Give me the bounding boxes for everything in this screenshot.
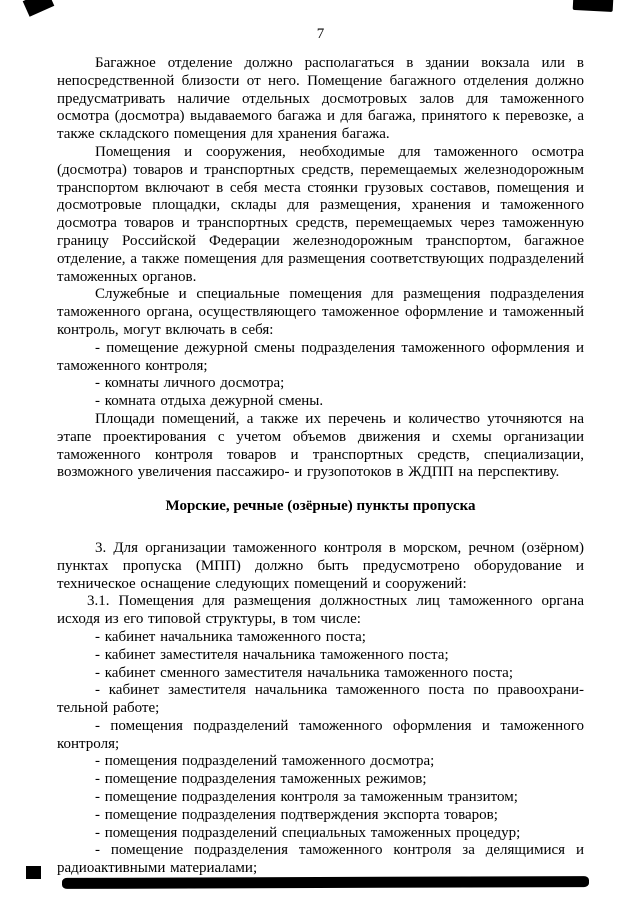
- list-item-chief-office: - кабинет начальника таможенного поста;: [95, 628, 366, 645]
- paragraph-areas-clarified: Площади помещений, а также их перечень и количество уточняются на этапе проектирования с учетом объемов движения и схемы организации таможенного контроля товаров и транспортных средств, специализации, возможного увеличения пассажиро- и грузопотоков в ЖДПП на перспективу.: [57, 410, 584, 481]
- document-page: [57, 26, 584, 878]
- list-item-special-procedures-premises: - помещения подразделений специальных таможенных процедур;: [95, 824, 521, 841]
- list-item-deputy-chief-office: - кабинет заместителя начальника таможенного поста;: [95, 646, 449, 663]
- list-item-clearance-control-premises: - помещения подразделений таможенного оформления и таможенного контроля;: [57, 717, 584, 752]
- list-item-inspection-premises: - помещения подразделений таможенного досмотра;: [95, 753, 435, 770]
- list-item-personal-search-rooms: - комнаты личного досмотра;: [95, 375, 285, 392]
- list-item-shift-deputy-office: - кабинет сменного заместителя начальника таможенного поста;: [95, 664, 514, 681]
- scan-artifact-bottom-bar: [62, 876, 589, 889]
- paragraph-service-premises: Служебные и специальные помещения для размещения подразделения таможенного органа, осуществляющего таможенное оформление и таможенный контроль, могут включать в себя:: [57, 286, 584, 338]
- list-item-export-confirmation-room: - помещение подразделения подтверждения экспорта товаров;: [95, 806, 498, 823]
- scan-artifact-bottom-left: [26, 866, 41, 879]
- list-item-transit-control-room: - помещение подразделения контроля за таможенным транзитом;: [95, 789, 518, 806]
- list-item-rest-room: - комната отдыха дежурной смены.: [95, 393, 324, 410]
- paragraph-rail-facilities: Помещения и сооружения, необходимые для таможенного осмотра (досмотра) товаров и транспортных средств, перемещаемых железнодорожным транспортом включают в себя места стоянки грузовых составов, помещения и досмотровые площадки, склады для размещения, хранения и таможенного досмотра товаров и транспортных средств, перемещаемых через таможенную границу Российской Федерации железнодорожным транспортом, багажное отделение, а также помещения для размещения соответствующих подразделений таможенных органов.: [57, 143, 584, 285]
- paragraph-baggage-office: Багажное отделение должно располагаться в здании вокзала или в непосредственной близости от него. Помещение багажного отделения должно предусматривать наличие отдельных досмотровых залов для таможенного осмотра (досмотра) выдаваемого багажа и для багажа, принятого к перевозке, а также складского помещения для хранения багажа.: [57, 55, 584, 143]
- paragraph-point-3: 3. Для организации таможенного контроля в морском, речном (озёрном) пунктах пропуска (МПП) должно быть предусмотрено оборудование и техническое оснащение следующих помещений и сооружений:: [57, 539, 584, 592]
- section-heading-sea-river-points: Морские, речные (озёрные) пункты пропуска: [165, 498, 476, 515]
- scan-artifact-top-left: [23, 0, 55, 17]
- scan-artifact-top-right: [573, 0, 614, 12]
- page-number: 7: [316, 26, 325, 42]
- list-item-radioactive-control-room: - помещение подразделения таможенного контроля за делящимися и радиоактивными материалами;: [57, 842, 584, 877]
- list-item-duty-shift-room: - помещение дежурной смены подразделения таможенного оформления и таможенного контроля;: [57, 339, 584, 374]
- list-item-law-enforcement-deputy-office: - кабинет заместителя начальника таможенного поста по правоохранительной работе;: [57, 682, 584, 717]
- paragraph-point-3-1: 3.1. Помещения для размещения должностных лиц таможенного органа исходя из его типовой структуры, в том числе:: [57, 593, 584, 628]
- list-item-customs-regimes-room: - помещение подразделения таможенных режимов;: [95, 771, 427, 788]
